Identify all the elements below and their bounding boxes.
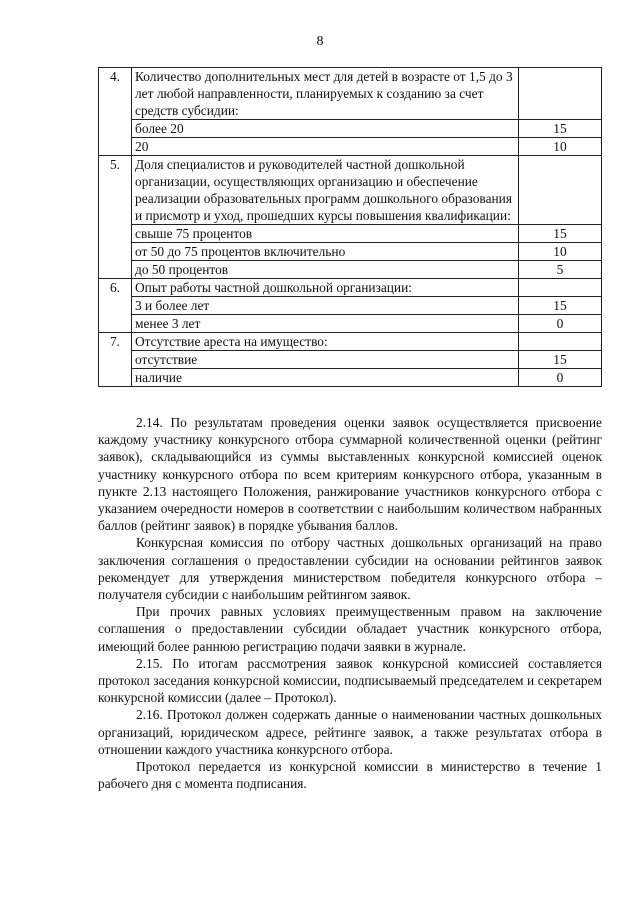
criterion-title: Опыт работы частной дошкольной организации: — [132, 279, 519, 297]
body-text — [98, 414, 602, 792]
criterion-number: 7. — [99, 333, 132, 387]
option-label: 3 и более лет — [132, 297, 519, 315]
criterion-option-row — [99, 261, 602, 279]
criterion-option-row — [99, 369, 602, 387]
criterion-option-row — [99, 225, 602, 243]
criterion-number: 4. — [99, 68, 132, 156]
paragraph-2-16: 2.16. Протокол должен содержать данные о наименовании частных дошкольных организаций, юридическом адресе, рейтинге заявок, а также результатах отбора в отношении каждого участника конкурсного отбора. — [98, 707, 602, 757]
criterion-option-row — [99, 297, 602, 315]
option-label: до 50 процентов — [132, 261, 519, 279]
option-label: свыше 75 процентов — [132, 225, 519, 243]
option-label: отсутствие — [132, 351, 519, 369]
option-label: более 20 — [132, 120, 519, 138]
option-label: наличие — [132, 369, 519, 387]
criterion-number: 5. — [99, 156, 132, 279]
criterion-option-row — [99, 315, 602, 333]
option-score: 10 — [519, 243, 602, 261]
criteria-table — [98, 67, 602, 387]
option-label: 20 — [132, 138, 519, 156]
paragraph-equal-conditions: При прочих равных условиях преимущественным правом на заключение соглашения о предоставлении субсидии обладает участник конкурсного отбора, имеющий более раннюю регистрацию подачи заявки в журнале. — [98, 604, 602, 654]
criterion-score-blank — [519, 333, 602, 351]
option-score: 15 — [519, 225, 602, 243]
paragraph-commission-recommendation: Конкурсная комиссия по отбору частных дошкольных организаций на право заключения соглашения о предоставлении субсидии на основании рейтингов заявок рекомендует для утверждения министерством победителя конкурсного отбора – получателя субсидии с наибольшим рейтингом заявок. — [98, 535, 602, 603]
option-label: менее 3 лет — [132, 315, 519, 333]
criterion-row — [99, 156, 602, 225]
criterion-row — [99, 279, 602, 297]
paragraph-protocol-transfer: Протокол передается из конкурсной комиссии в министерство в течение 1 рабочего дня с момента подписания. — [98, 759, 602, 792]
criterion-option-row — [99, 120, 602, 138]
criterion-score-blank — [519, 279, 602, 297]
option-score: 0 — [519, 369, 602, 387]
criterion-row — [99, 333, 602, 351]
criterion-option-row — [99, 243, 602, 261]
criterion-option-row — [99, 351, 602, 369]
option-score: 0 — [519, 315, 602, 333]
criterion-option-row — [99, 138, 602, 156]
page-number: 8 — [316, 34, 324, 49]
option-score: 10 — [519, 138, 602, 156]
option-score: 15 — [519, 297, 602, 315]
option-score: 5 — [519, 261, 602, 279]
paragraph-2-14: 2.14. По результатам проведения оценки заявок осуществляется присвоение каждому участнику конкурсного отбора суммарной количественной оценки (рейтинг заявок), складывающийся из суммы выставленных конкурсной комиссией оценок участнику конкурсного отбора по всем критериям конкурсного отбора, указанным в пункте 2.13 настоящего Положения, ранжирование участников конкурсного отбора с указанием очередности номеров в соответствии с наибольшим количеством набранных баллов (рейтинг заявок) в порядке убывания баллов. — [98, 415, 602, 534]
option-score: 15 — [519, 351, 602, 369]
criterion-title: Доля специалистов и руководителей частной дошкольной организации, осуществляющих организацию и обеспечение реализации образовательных программ дошкольного образования и присмотр и уход, прошедших курсы повышения квалификации: — [132, 156, 519, 225]
criterion-score-blank — [519, 68, 602, 120]
criterion-title: Отсутствие ареста на имущество: — [132, 333, 519, 351]
criterion-score-blank — [519, 156, 602, 225]
criterion-title: Количество дополнительных мест для детей в возрасте от 1,5 до 3 лет любой направленности, планируемых к созданию за счет средств субсидии: — [132, 68, 519, 120]
option-label: от 50 до 75 процентов включительно — [132, 243, 519, 261]
criterion-number: 6. — [99, 279, 132, 333]
criterion-row — [99, 68, 602, 120]
option-score: 15 — [519, 120, 602, 138]
paragraph-2-15: 2.15. По итогам рассмотрения заявок конкурсной комиссией составляется протокол заседания конкурсной комиссии, подписываемый председателем и секретарем конкурсной комиссии (далее – Протокол). — [98, 655, 602, 706]
